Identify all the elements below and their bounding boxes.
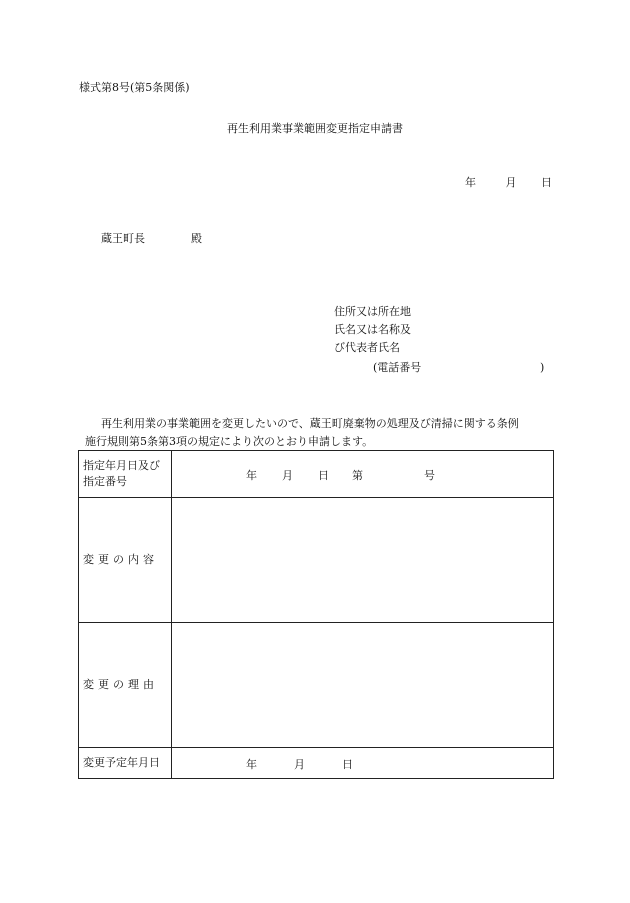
designation-date-number — [172, 467, 553, 481]
application-form-table — [78, 450, 554, 779]
designation-day: 日 — [318, 469, 329, 482]
statement-line-2: 施行規則第5条第3項の規定により次のとおり申請します。 — [85, 435, 374, 448]
phone-close-paren: ) — [540, 361, 545, 374]
date-year-label: 年 — [465, 176, 476, 189]
designation-dai: 第 — [352, 469, 363, 482]
date-day-label: 日 — [541, 176, 552, 189]
change-reason-row — [79, 623, 554, 748]
scheduled-day: 日 — [342, 758, 353, 771]
designation-row — [79, 451, 554, 498]
date-month-label: 月 — [505, 176, 517, 189]
application-date — [465, 176, 552, 190]
designation-go: 号 — [424, 469, 435, 482]
change-content-row — [79, 498, 554, 623]
form-number: 様式第8号(第5条関係) — [79, 81, 190, 94]
scheduled-date-label: 変更予定年月日 — [79, 748, 172, 779]
designation-year: 年 — [246, 469, 257, 482]
change-content-label: 変更の内容 — [79, 498, 172, 623]
designation-month: 月 — [282, 469, 293, 482]
change-reason-label: 変更の理由 — [79, 623, 172, 748]
addressee — [101, 232, 202, 246]
designation-label — [79, 451, 172, 498]
application-statement — [85, 415, 558, 451]
change-content-field[interactable] — [172, 498, 554, 623]
scheduled-date-parts — [172, 756, 553, 770]
scheduled-date-field[interactable] — [172, 748, 554, 779]
designation-label-text: 指定年月日及び指定番号 — [83, 459, 160, 488]
designation-value-cell[interactable] — [172, 451, 554, 498]
scheduled-year: 年 — [246, 758, 257, 771]
addressee-honorific: 殿 — [191, 232, 202, 245]
document-title: 再生利用業事業範囲変更指定申請書 — [227, 122, 403, 135]
applicant-block — [334, 305, 411, 359]
change-reason-field[interactable] — [172, 623, 554, 748]
scheduled-date-row — [79, 748, 554, 779]
address-label: 住所又は所在地 — [334, 305, 411, 318]
scheduled-month: 月 — [294, 758, 305, 771]
addressee-name: 蔵王町長 — [101, 232, 145, 245]
statement-line-1: 再生利用業の事業範囲を変更したいので、蔵王町廃棄物の処理及び清掃に関する条例 — [101, 417, 519, 430]
phone-label: (電話番号 — [373, 361, 422, 374]
name-label-line1: 氏名又は名称及 — [334, 323, 411, 336]
name-label-line2: び代表者氏名 — [334, 341, 400, 354]
